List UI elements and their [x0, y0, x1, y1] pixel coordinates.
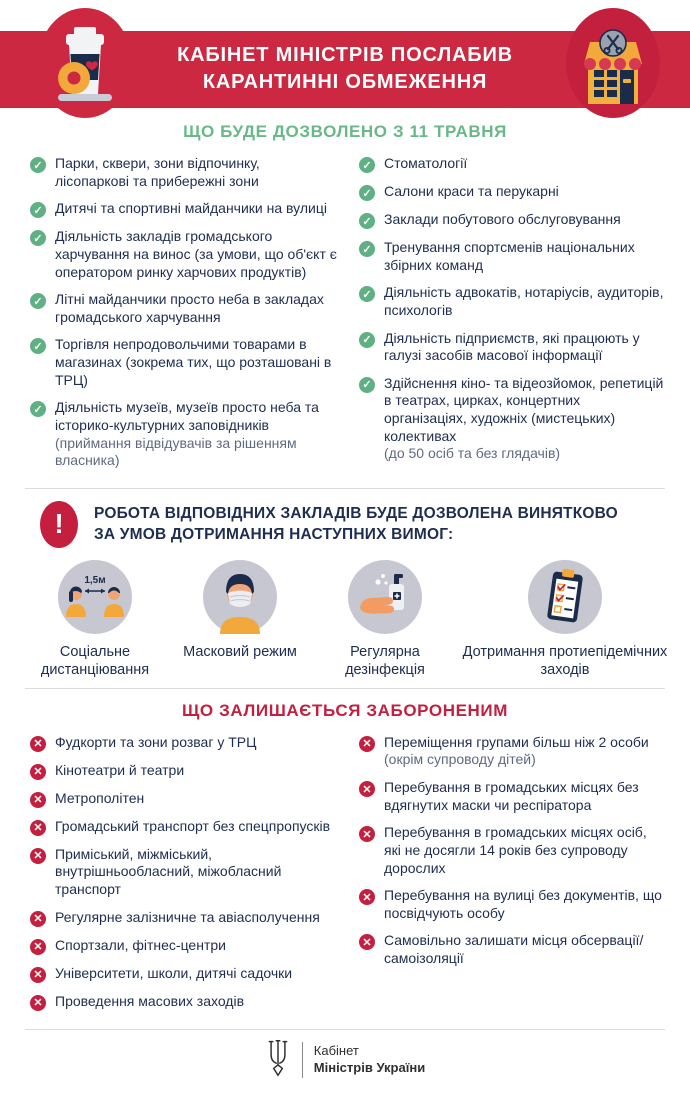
check-circle-icon: ✓: [359, 213, 375, 229]
item-text: Здійснення кіно- та відеозйомок, репетицій в театрах, цирках, концертних організаціях, художніх (мистецьких) колективах: [384, 374, 664, 444]
hand-sanitizer-icon: [348, 560, 422, 634]
footer-org-line2: Міністрів України: [313, 1060, 426, 1076]
allowed-list: [0, 142, 690, 480]
footer-divider-line: [302, 1042, 303, 1078]
item-text: Університети, школи, дитячі садочки: [55, 964, 293, 981]
list-item: [359, 155, 666, 173]
item-text: Діяльність закладів громадського харчування на винос (за умови, що об'єкт є оператором ринку харчових продуктів): [55, 228, 337, 280]
cross-circle-icon: ✕: [30, 911, 46, 927]
item-text: Проведення масових заходів: [55, 992, 245, 1009]
check-circle-icon: ✓: [359, 157, 375, 173]
requirement-label: Дотримання протиепідемічних заходів: [462, 643, 668, 679]
clipboard-checklist-icon: [528, 560, 602, 634]
item-text: Регулярне залізничне та авіасполучення: [55, 908, 320, 925]
cross-circle-icon: ✕: [30, 967, 46, 983]
item-text: Перебування в громадських місцях без вдягнутих маски чи респіратора: [384, 779, 639, 813]
check-circle-icon: ✓: [30, 338, 46, 354]
page-title: [130, 42, 560, 96]
footer: [0, 1030, 690, 1094]
footer-section: [0, 1021, 690, 1094]
requirements-row: [0, 548, 690, 680]
item-text: Заклади побутового обслуговування: [384, 211, 621, 227]
item-text: Кінотеатри й театри: [55, 761, 185, 778]
requirement-label: Соціальне дистанціювання: [40, 643, 150, 679]
item-note: (окрім супроводу дітей): [384, 751, 536, 768]
list-item: [359, 734, 666, 769]
item-text: Самовільно залишати місця обсервації/самоізоляції: [384, 932, 644, 967]
warning-line2: ЗА УМОВ ДОТРИМАННЯ НАСТУПНИХ ВИМОГ:: [94, 526, 454, 544]
check-circle-icon: ✓: [359, 377, 375, 393]
item-text: Стоматології: [384, 155, 468, 171]
item-text: Парки, сквери, зони відпочинку, лісопаркові та прибережні зони: [55, 155, 260, 189]
item-text: Перебування в громадських місцях осіб, які не досягли 14 років без супроводу дорослих: [384, 824, 647, 876]
item-text: Салони краси та перукарні: [384, 183, 559, 199]
item-note: (до 50 осіб та без глядачів): [384, 445, 561, 462]
list-item: [30, 993, 337, 1011]
list-item: [30, 762, 337, 780]
list-item: [30, 200, 337, 218]
cross-circle-icon: ✕: [30, 995, 46, 1011]
cross-circle-icon: ✕: [359, 889, 375, 905]
list-item: [30, 909, 337, 927]
requirement-label: Регулярна дезінфекція: [345, 643, 425, 679]
item-note: (приймання відвідувачів за рішенням власника): [55, 434, 297, 469]
list-item: [359, 211, 666, 229]
item-text: Переміщення групами більш ніж 2 особи: [384, 733, 649, 750]
cross-circle-icon: ✕: [30, 939, 46, 955]
list-item: [30, 734, 337, 752]
warning-text: [94, 503, 618, 546]
page-title-line2: КАРАНТИННІ ОБМЕЖЕННЯ: [202, 71, 488, 93]
tryzub-emblem-icon: [265, 1039, 291, 1082]
list-item: [359, 183, 666, 201]
requirement-social-distancing: [20, 560, 170, 680]
list-item: [359, 779, 666, 814]
item-text: Фудкорти та зони розваг у ТРЦ: [55, 733, 257, 750]
check-circle-icon: ✓: [359, 286, 375, 302]
check-circle-icon: ✓: [359, 185, 375, 201]
requirement-label: Масковий режим: [183, 643, 297, 660]
list-item: [359, 824, 666, 877]
item-text: Метрополітен: [55, 789, 145, 806]
forbidden-left-column: [30, 734, 337, 1021]
coffee-and-donut-icon: [36, 6, 134, 120]
item-text: Діяльність музеїв, музеїв просто неба та історико-культурних заповідників: [55, 399, 319, 433]
distance-label: 1,5м: [84, 574, 106, 586]
list-item: [359, 887, 666, 922]
check-circle-icon: ✓: [30, 157, 46, 173]
item-text: Дитячі та спортивні майданчики на вулиці: [55, 200, 327, 217]
cross-circle-icon: ✕: [30, 764, 46, 780]
check-circle-icon: ✓: [30, 230, 46, 246]
warning-line1: РОБОТА ВІДПОВІДНИХ ЗАКЛАДІВ БУДЕ ДОЗВОЛЕНА ВИНЯТКОВО: [94, 504, 618, 522]
requirement-disinfection: [310, 560, 460, 680]
social-distance-icon: [58, 560, 132, 634]
forbidden-right-column: [359, 734, 666, 1021]
forbidden-list: [0, 721, 690, 1021]
cross-circle-icon: ✕: [359, 826, 375, 842]
list-item: [30, 818, 337, 836]
item-text: Приміський, міжміський, внутрішньообласний, міжобласний транспорт: [55, 845, 282, 898]
list-item: [30, 790, 337, 808]
list-item: [359, 284, 666, 319]
allowed-right-column: [359, 155, 666, 480]
item-text: Діяльність адвокатів, нотаріусів, аудиторів, психологів: [384, 284, 664, 318]
item-text: Торгівля непродовольчими товарами в магазинах (зокрема тих, що розташовані в ТРЦ): [55, 336, 332, 388]
footer-org-name: [314, 1043, 425, 1077]
item-text: Літні майданчики просто неба в закладах громадського харчування: [55, 291, 324, 325]
divider: [25, 688, 665, 689]
cross-circle-icon: ✕: [359, 736, 375, 752]
list-item: [359, 239, 666, 274]
cross-circle-icon: ✕: [359, 781, 375, 797]
warning-row: [0, 489, 690, 548]
closed-shop-scissors-icon: [564, 6, 662, 120]
list-item: [30, 228, 337, 281]
cross-circle-icon: ✕: [359, 934, 375, 950]
cross-circle-icon: ✕: [30, 792, 46, 808]
list-item: [30, 155, 337, 190]
list-item: [30, 965, 337, 983]
list-item: [359, 375, 666, 463]
check-circle-icon: ✓: [30, 401, 46, 417]
item-text: Спортзали, фітнес-центри: [55, 936, 226, 953]
check-circle-icon: ✓: [30, 202, 46, 218]
header-banner: [0, 0, 690, 122]
list-item: [359, 330, 666, 365]
list-item: [30, 291, 337, 326]
requirement-epidemic-measures: [460, 560, 670, 680]
allowed-left-column: [30, 155, 337, 480]
cross-circle-icon: ✕: [30, 736, 46, 752]
footer-org-line1: Кабінет: [313, 1043, 359, 1059]
cross-circle-icon: ✕: [30, 848, 46, 864]
check-circle-icon: ✓: [30, 293, 46, 309]
list-item: [359, 932, 666, 967]
cross-circle-icon: ✕: [30, 820, 46, 836]
page-title-line1: КАБІНЕТ МІНІСТРІВ ПОСЛАБИВ: [177, 44, 513, 66]
check-circle-icon: ✓: [359, 332, 375, 348]
list-item: [30, 399, 337, 470]
check-circle-icon: ✓: [359, 241, 375, 257]
item-text: Перебування на вулиці без документів, що посвідчують особу: [384, 887, 662, 921]
list-item: [30, 336, 337, 389]
item-text: Громадський транспорт без спецпропусків: [55, 817, 331, 834]
list-item: [30, 937, 337, 955]
list-item: [30, 846, 337, 899]
item-text: Тренування спортсменів національних збірних команд: [384, 239, 635, 273]
item-text: Діяльність підприємств, які працюють у галузі засобів масової інформації: [384, 329, 640, 364]
forbidden-heading: ЩО ЗАЛИШАЄТЬСЯ ЗАБОРОНЕНИМ: [182, 700, 508, 720]
face-mask-icon: [203, 560, 277, 634]
exclamation-icon: !: [40, 501, 78, 548]
allowed-heading: ЩО БУДЕ ДОЗВОЛЕНО З 11 ТРАВНЯ: [183, 122, 507, 141]
requirement-mask: [170, 560, 310, 680]
